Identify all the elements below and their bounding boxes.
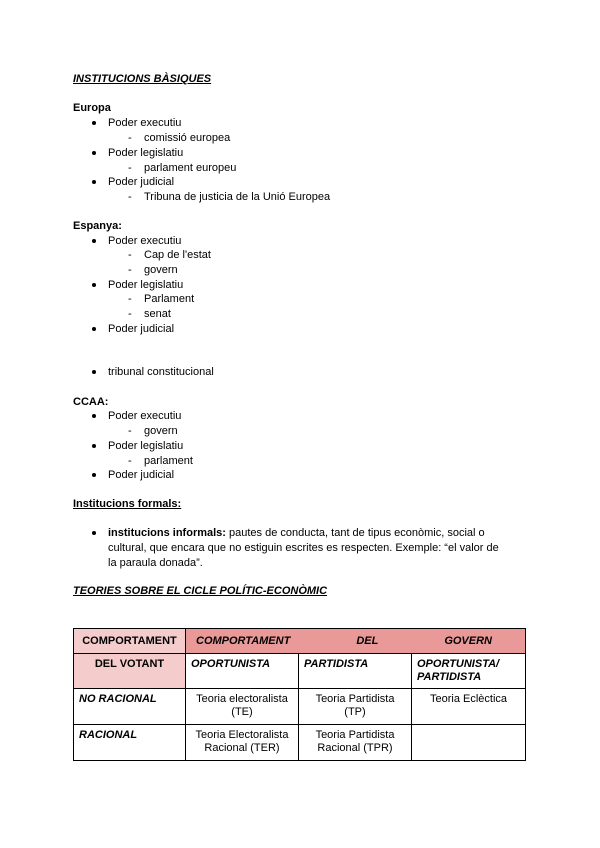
list-item: Poder executiu xyxy=(108,117,182,129)
list-subitem: - parlament europeu xyxy=(144,161,236,175)
list-subitem: - Parlament xyxy=(144,292,194,306)
list-item: Poder judicial xyxy=(108,469,175,481)
list-subitem: - comissió europea xyxy=(144,131,230,145)
list-item: Poder judicial xyxy=(108,323,175,335)
corner-header-bottom: DEL VOTANT xyxy=(74,654,186,689)
list-item: Poder legislatiu xyxy=(108,147,184,159)
heading-ccaa: CCAA: xyxy=(73,396,109,408)
table-row xyxy=(74,689,526,725)
informal-paragraph xyxy=(108,526,508,571)
heading-europa: Europa xyxy=(73,102,111,114)
heading-institucions-formals: Institucions formals: xyxy=(73,498,182,510)
govern-header xyxy=(186,629,526,654)
list-subitem: - Cap de l'estat xyxy=(144,248,211,262)
list-subitem: - govern xyxy=(144,424,178,438)
list-item: Poder legislatiu xyxy=(108,440,184,452)
list-item: Poder judicial xyxy=(108,176,175,188)
list-item: tribunal constitucional xyxy=(108,366,214,378)
column-header: OPORTUNISTA xyxy=(186,654,299,689)
table-cell: Teoria Eclèctica xyxy=(412,689,526,725)
row-header: RACIONAL xyxy=(74,725,186,761)
govern-header-word: DEL xyxy=(356,635,379,647)
section-title-teories: TEORIES SOBRE EL CICLE POLÍTIC-ECONÒMIC xyxy=(73,585,328,597)
theories-table xyxy=(73,628,526,761)
list-subitem: - senat xyxy=(144,307,171,321)
govern-header-word: COMPORTAMENT xyxy=(196,635,291,647)
row-header: NO RACIONAL xyxy=(74,689,186,725)
column-header: PARTIDISTA xyxy=(299,654,412,689)
table-cell: Teoria electoralista (TE) xyxy=(186,689,299,725)
corner-header-top: COMPORTAMENT xyxy=(74,629,186,654)
table-row xyxy=(74,725,526,761)
list-item: Poder executiu xyxy=(108,235,182,247)
list-item: Poder executiu xyxy=(108,410,182,422)
informal-label: institucions informals: xyxy=(108,527,226,539)
list-item: Poder legislatiu xyxy=(108,279,184,291)
column-header: OPORTUNISTA/ PARTIDISTA xyxy=(412,654,526,689)
list-subitem: - govern xyxy=(144,263,178,277)
informal-text: pautes de conducta, tant de tipus econòmic, social o cultural, que encara que no estiguin escrites es respecten. Exemple: “el valor de la paraula donada”. xyxy=(108,527,499,569)
table-cell: Teoria Partidista (TP) xyxy=(299,689,412,725)
list-subitem: - parlament xyxy=(144,454,193,468)
table-cell: Teoria Partidista Racional (TPR) xyxy=(299,725,412,761)
heading-espanya: Espanya: xyxy=(73,220,122,232)
table-cell xyxy=(412,725,526,761)
govern-header-word: GOVERN xyxy=(444,635,492,647)
section-title-institucions: INSTITUCIONS BÀSIQUES xyxy=(73,73,212,85)
list-subitem: - Tribuna de justicia de la Unió Europea xyxy=(144,190,330,204)
table-cell: Teoria Electoralista Racional (TER) xyxy=(186,725,299,761)
